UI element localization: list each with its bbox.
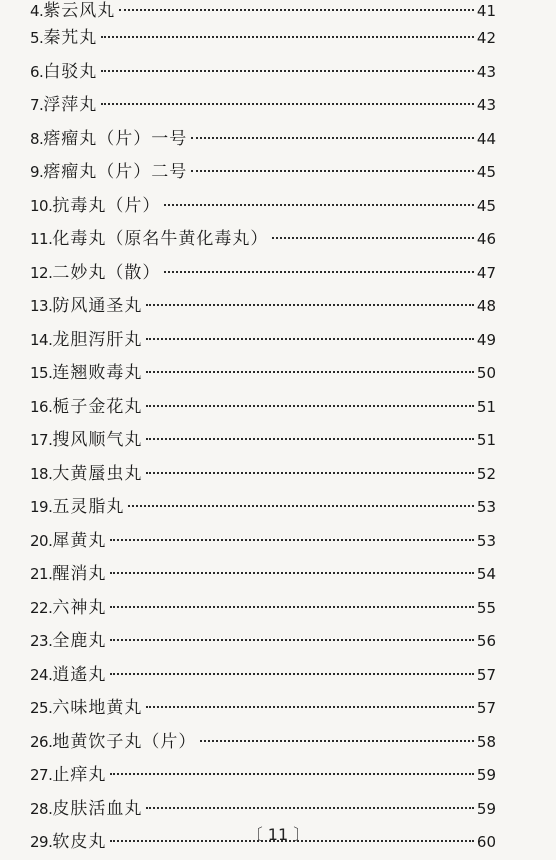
entry-number: 5. <box>30 29 44 47</box>
entry-page: 56 <box>476 632 496 650</box>
dot-leader <box>146 405 474 407</box>
dot-leader <box>146 438 474 440</box>
toc-entry <box>30 89 496 123</box>
entry-number: 19. <box>30 498 53 516</box>
toc-entry <box>30 592 496 626</box>
entry-number: 12. <box>30 263 53 282</box>
entry-title: 止痒丸 <box>52 765 107 785</box>
entry-number: 4. <box>30 2 44 20</box>
entry-title: 抗毒丸（片） <box>52 195 161 216</box>
entry-page: 48 <box>476 297 496 315</box>
entry-page: 60 <box>476 833 496 851</box>
dot-leader <box>191 170 474 172</box>
entry-number: 7. <box>30 96 44 114</box>
entry-number: 9. <box>30 163 44 181</box>
entry-title: 防风通圣丸 <box>52 296 143 316</box>
entry-number: 20. <box>30 531 53 550</box>
dot-leader <box>164 204 474 206</box>
dot-leader <box>110 539 474 541</box>
toc-entry <box>30 391 496 425</box>
entry-title: 龙胆泻肝丸 <box>52 329 143 350</box>
toc-entry <box>30 123 496 157</box>
entry-title: 化毒丸（原名牛黄化毒丸） <box>52 229 269 249</box>
entry-number: 22. <box>30 598 53 617</box>
toc-entry <box>30 726 496 760</box>
entry-number: 10. <box>30 196 53 215</box>
entry-page: 43 <box>476 62 496 81</box>
entry-title: 地黄饮子丸（片） <box>52 731 197 752</box>
entry-number: 27. <box>30 766 53 784</box>
table-of-contents <box>30 0 496 860</box>
toc-entry <box>30 793 496 827</box>
entry-number: 17. <box>30 431 53 449</box>
entry-number: 8. <box>30 129 44 148</box>
dot-leader <box>200 740 474 742</box>
dot-leader <box>146 338 474 340</box>
toc-entry <box>30 692 496 726</box>
entry-number: 13. <box>30 297 53 315</box>
dot-leader <box>146 706 474 708</box>
entry-page: 42 <box>476 29 496 47</box>
entry-title: 五灵脂丸 <box>52 497 125 517</box>
entry-page: 57 <box>476 665 496 684</box>
toc-entry <box>30 290 496 324</box>
entry-number: 21. <box>30 565 53 583</box>
dot-leader <box>272 237 474 239</box>
entry-title: 紫云风丸 <box>43 1 116 21</box>
dot-leader <box>101 36 474 38</box>
entry-page: 59 <box>476 799 496 818</box>
entry-number: 11. <box>30 230 53 248</box>
entry-title: 瘩瘤丸（片）一号 <box>43 128 188 149</box>
entry-title: 六味地黄丸 <box>52 698 143 718</box>
dot-leader <box>110 639 474 641</box>
entry-page: 49 <box>476 330 496 349</box>
entry-number: 28. <box>30 799 53 818</box>
entry-page: 55 <box>476 598 496 617</box>
entry-page: 41 <box>476 2 496 20</box>
entry-number: 14. <box>30 330 53 349</box>
dot-leader <box>146 807 474 809</box>
dot-leader <box>128 505 474 507</box>
entry-page: 45 <box>476 163 496 181</box>
entry-page: 50 <box>476 364 496 382</box>
toc-entry <box>30 190 496 224</box>
entry-title: 软皮丸 <box>52 832 107 852</box>
entry-title: 全鹿丸 <box>52 631 107 651</box>
dot-leader <box>101 103 474 105</box>
entry-page: 43 <box>476 96 496 114</box>
dot-leader <box>191 137 474 139</box>
toc-entry <box>30 357 496 391</box>
toc-entry <box>30 759 496 793</box>
entry-number: 16. <box>30 397 53 416</box>
entry-page: 46 <box>476 230 496 248</box>
entry-title: 白驳丸 <box>43 61 98 82</box>
entry-number: 23. <box>30 632 53 650</box>
entry-page: 51 <box>476 431 496 449</box>
entry-page: 47 <box>476 263 496 282</box>
entry-title: 皮肤活血丸 <box>52 798 143 819</box>
entry-page: 44 <box>476 129 496 148</box>
toc-entry <box>30 525 496 559</box>
toc-entry <box>30 257 496 291</box>
entry-title: 栀子金花丸 <box>52 396 143 417</box>
entry-number: 15. <box>30 364 53 382</box>
entry-title: 逍遙丸 <box>52 664 107 685</box>
dot-leader <box>164 271 474 273</box>
toc-entry <box>30 156 496 190</box>
dot-leader <box>110 606 474 608</box>
toc-entry <box>30 625 496 659</box>
entry-title: 秦艽丸 <box>43 28 98 48</box>
toc-entry <box>30 0 496 22</box>
toc-entry <box>30 223 496 257</box>
dot-leader <box>110 572 474 574</box>
entry-number: 24. <box>30 665 53 684</box>
entry-page: 59 <box>476 766 496 784</box>
toc-entry <box>30 558 496 592</box>
entry-title: 醒消丸 <box>52 564 107 584</box>
entry-page: 53 <box>476 531 496 550</box>
entry-page: 52 <box>476 464 496 483</box>
entry-number: 25. <box>30 699 53 717</box>
entry-page: 45 <box>476 196 496 215</box>
entry-number: 29. <box>30 833 53 851</box>
toc-entry <box>30 324 496 358</box>
dot-leader <box>146 472 474 474</box>
dot-leader <box>146 304 474 306</box>
dot-leader <box>110 673 474 675</box>
entry-title: 大黄蜃虫丸 <box>52 463 143 484</box>
entry-number: 6. <box>30 62 44 81</box>
entry-page: 53 <box>476 498 496 516</box>
toc-entry <box>30 659 496 693</box>
entry-title: 连翘败毒丸 <box>52 363 143 383</box>
page-number-footer: 〔 11 〕 <box>246 825 310 844</box>
entry-title: 浮萍丸 <box>43 95 98 115</box>
dot-leader <box>146 371 474 373</box>
entry-title: 犀黄丸 <box>52 530 107 551</box>
entry-number: 26. <box>30 732 53 751</box>
entry-title: 搜风顺气丸 <box>52 430 143 450</box>
toc-entry <box>30 491 496 525</box>
toc-entry <box>30 424 496 458</box>
entry-page: 58 <box>476 732 496 751</box>
entry-page: 57 <box>476 699 496 717</box>
entry-page: 54 <box>476 565 496 583</box>
toc-entry <box>30 56 496 90</box>
toc-entry <box>30 22 496 56</box>
toc-entry <box>30 458 496 492</box>
entry-title: 瘩瘤丸（片）二号 <box>43 162 188 182</box>
entry-title: 二妙丸（散） <box>52 262 161 283</box>
dot-leader <box>110 773 474 775</box>
dot-leader <box>119 9 474 11</box>
entry-title: 六神丸 <box>52 597 107 618</box>
entry-number: 18. <box>30 464 53 483</box>
entry-page: 51 <box>476 397 496 416</box>
dot-leader <box>101 70 474 72</box>
